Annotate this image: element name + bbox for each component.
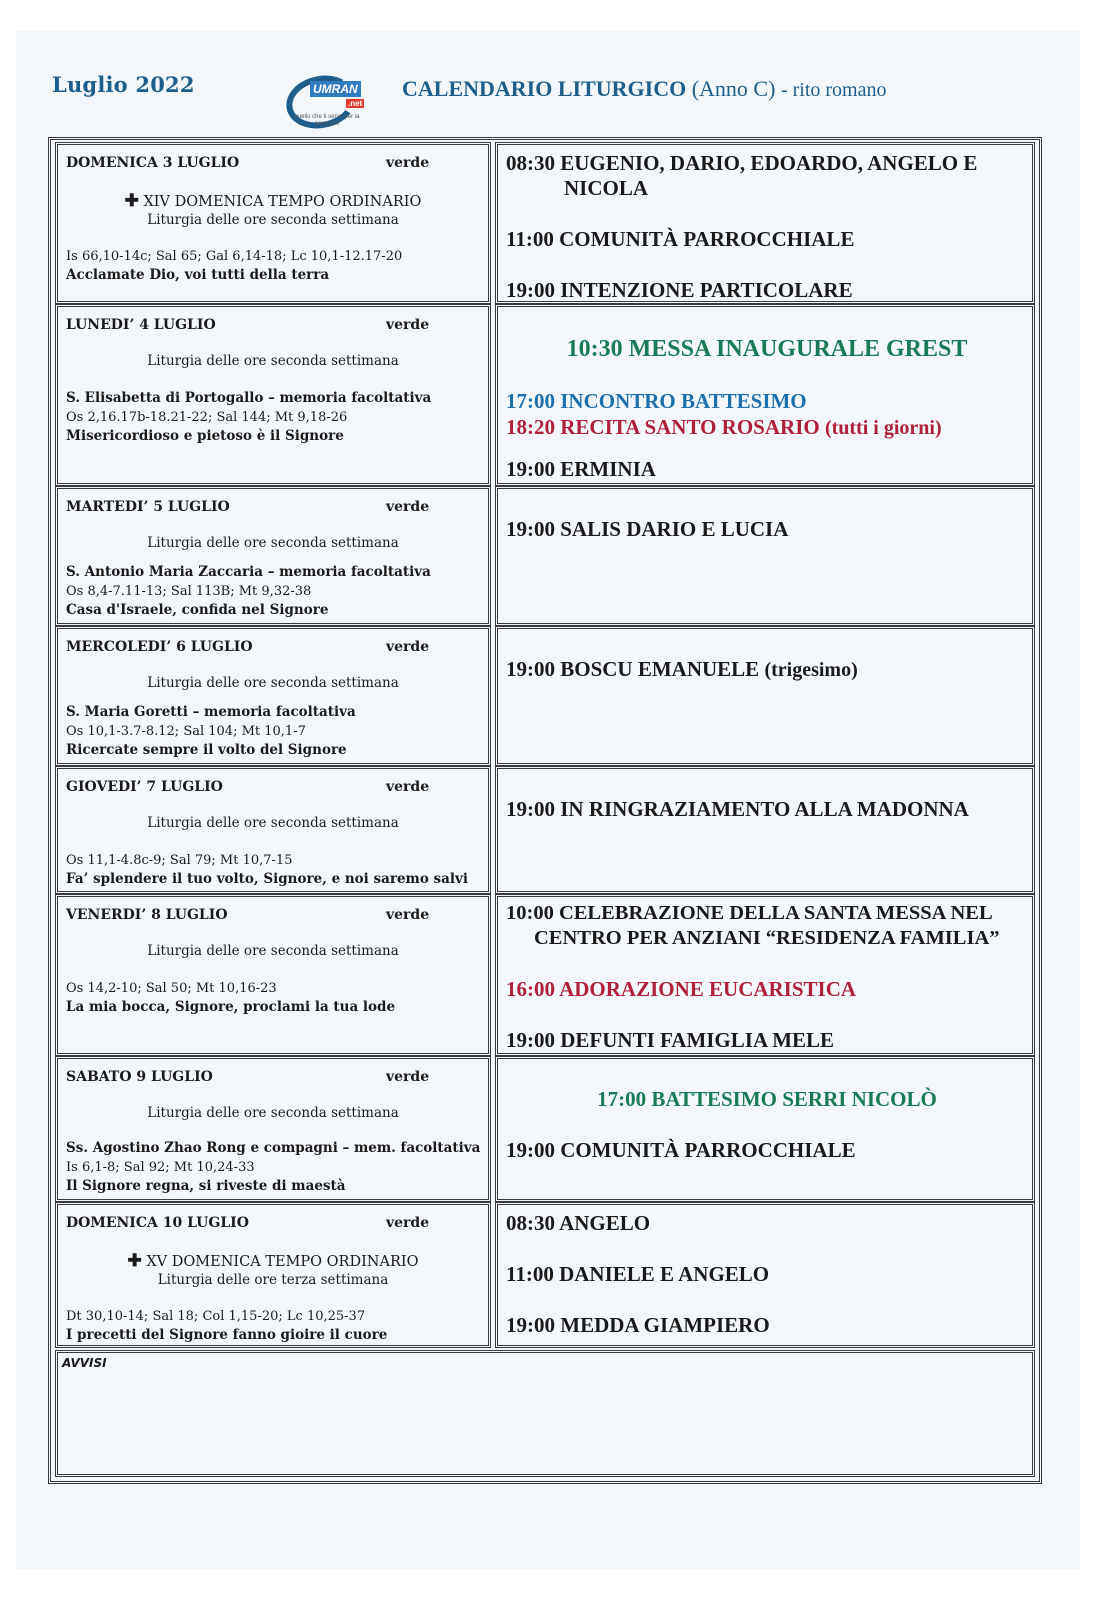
mass-intentions-cell xyxy=(495,486,1035,626)
feast-title xyxy=(58,1251,488,1271)
month-title: Luglio 2022 xyxy=(52,72,195,97)
logo-wordmark: UMRAN xyxy=(310,81,361,97)
memoria: S. Maria Goretti – memoria facoltativa xyxy=(66,704,356,720)
memoria: S. Elisabetta di Portogallo – memoria facoltativa xyxy=(66,390,432,406)
day-readings xyxy=(66,851,484,889)
day-name: MERCOLEDI’ 6 LUGLIO xyxy=(66,639,253,655)
mass-intention: 17:00 BATTESIMO SERRI NICOLÒ xyxy=(597,1087,937,1111)
day-name: SABATO 9 LUGLIO xyxy=(66,1069,213,1085)
qumran-logo xyxy=(280,68,395,130)
readings: Is 6,1-8; Sal 92; Mt 10,24-33 xyxy=(66,1160,255,1175)
mass-intention-text: 18:20 RECITA SANTO ROSARIO xyxy=(506,415,820,439)
liturgy-week: Liturgia delle ore seconda settimana xyxy=(147,943,399,959)
psalm-response: I precetti del Signore fanno gioire il cuore xyxy=(66,1327,388,1343)
psalm-response: Ricercate sempre il volto del Signore xyxy=(66,742,347,758)
day-readings xyxy=(66,1307,484,1345)
logo-tagline: quello che ti serve per la pastorale xyxy=(294,114,360,127)
day-readings xyxy=(66,703,484,760)
day-name: VENERDI’ 8 LUGLIO xyxy=(66,907,228,923)
feast-title xyxy=(58,191,488,211)
calendar-title-main: CALENDARIO LITURGICO xyxy=(402,76,687,101)
day-readings xyxy=(66,979,484,1017)
day-readings xyxy=(66,563,484,620)
readings: Os 14,2-10; Sal 50; Mt 10,16-23 xyxy=(66,981,277,996)
day-row xyxy=(55,486,1035,626)
mass-intention xyxy=(506,415,1028,441)
mass-intention: 16:00 ADORAZIONE EUCARISTICA xyxy=(506,977,857,1001)
day-info-cell xyxy=(55,304,491,486)
day-readings xyxy=(66,247,484,285)
liturgy-week: Liturgia delle ore seconda settimana xyxy=(147,535,399,551)
liturgy-week: Liturgia delle ore seconda settimana xyxy=(147,815,399,831)
liturgy-week: Liturgia delle ore seconda settimana xyxy=(147,675,399,691)
day-name: MARTEDI’ 5 LUGLIO xyxy=(66,499,230,515)
psalm-response: Il Signore regna, si riveste di maestà xyxy=(66,1178,346,1194)
day-row xyxy=(55,1202,1035,1348)
mass-intention-note: (tutti i giorni) xyxy=(824,417,942,439)
liturgical-color: verde xyxy=(386,907,430,923)
mass-intention: 08:30 EUGENIO, DARIO, EDOARDO, ANGELO E NICOLA xyxy=(506,151,978,200)
mass-intention xyxy=(506,657,1028,683)
liturgical-color: verde xyxy=(386,1215,430,1231)
logo-suffix: .net xyxy=(348,99,363,108)
liturgy-week: Liturgia delle ore terza settimana xyxy=(157,1272,389,1288)
day-name: LUNEDI’ 4 LUGLIO xyxy=(66,317,216,333)
notices-label: AVVISI xyxy=(62,1356,107,1370)
calendar-title-year: (Anno C) xyxy=(691,76,776,101)
day-row xyxy=(55,894,1035,1056)
liturgical-color: verde xyxy=(386,155,430,171)
liturgy-week: Liturgia delle ore seconda settimana xyxy=(147,353,399,369)
liturgy-week: Liturgia delle ore seconda settimana xyxy=(147,1105,399,1121)
day-name: GIOVEDI’ 7 LUGLIO xyxy=(66,779,223,795)
mass-intention: 19:00 MEDDA GIAMPIERO xyxy=(506,1313,770,1337)
mass-intention: 11:00 COMUNITÀ PARROCCHIALE xyxy=(506,227,855,251)
day-readings xyxy=(66,389,484,446)
psalm-response: Casa d'Israele, confida nel Signore xyxy=(66,602,329,618)
mass-intentions-cell xyxy=(495,304,1035,486)
mass-intention: 17:00 INCONTRO BATTESIMO xyxy=(506,389,807,413)
feast-text: XV DOMENICA TEMPO ORDINARIO xyxy=(146,1254,419,1270)
readings: Os 8,4-7.11-13; Sal 113B; Mt 9,32-38 xyxy=(66,584,312,599)
mass-intentions-cell xyxy=(495,626,1035,766)
mass-intention: 19:00 DEFUNTI FAMIGLIA MELE xyxy=(506,1028,835,1052)
calendar-title xyxy=(402,76,886,102)
mass-intentions-cell xyxy=(495,894,1035,1056)
day-row xyxy=(55,766,1035,894)
mass-intentions-cell xyxy=(495,766,1035,894)
mass-intention: 10:30 MESSA INAUGURALE GREST xyxy=(566,336,968,362)
memoria: Ss. Agostino Zhao Rong e compagni – mem. facoltativa xyxy=(66,1140,481,1156)
liturgical-color: verde xyxy=(386,317,430,333)
liturgical-color: verde xyxy=(386,779,430,795)
mass-intention-note: (trigesimo) xyxy=(764,659,858,681)
mass-intention: 10:00 CELEBRAZIONE DELLA SANTA MESSA NEL CENTRO PER ANZIANI “RESIDENZA FAMILIA” xyxy=(506,902,1000,949)
psalm-response: Fa’ splendere il tuo volto, Signore, e noi saremo salvi xyxy=(66,871,468,887)
day-info-cell xyxy=(55,1202,491,1348)
calendar-title-rite: - rito romano xyxy=(780,79,887,101)
calendar-table xyxy=(48,137,1042,1484)
psalm-response: La mia bocca, Signore, proclami la tua lode xyxy=(66,999,396,1015)
day-readings xyxy=(66,1139,484,1196)
mass-intention: 19:00 SALIS DARIO E LUCIA xyxy=(506,517,789,541)
liturgical-color: verde xyxy=(386,639,430,655)
mass-intention: 11:00 DANIELE E ANGELO xyxy=(506,1262,770,1286)
mass-intentions-cell xyxy=(495,1056,1035,1202)
mass-intentions-cell xyxy=(495,142,1035,304)
mass-intentions-cell xyxy=(495,1202,1035,1348)
liturgy-week: Liturgia delle ore seconda settimana xyxy=(147,212,399,228)
mass-intention: 19:00 COMUNITÀ PARROCCHIALE xyxy=(506,1138,856,1162)
mass-intention: 19:00 INTENZIONE PARTICOLARE xyxy=(506,278,853,302)
mass-intention: 08:30 ANGELO xyxy=(506,1211,651,1235)
day-row xyxy=(55,142,1035,304)
cross-icon: ✚ xyxy=(127,1251,142,1271)
readings: Os 2,16.17b-18.21-22; Sal 144; Mt 9,18-26 xyxy=(66,410,348,425)
notices-box xyxy=(55,1350,1035,1477)
psalm-response: Misericordioso e pietoso è il Signore xyxy=(66,428,344,444)
day-name: DOMENICA 3 LUGLIO xyxy=(66,155,240,171)
readings: Is 66,10-14c; Sal 65; Gal 6,14-18; Lc 10,1-12.17-20 xyxy=(66,249,403,264)
day-row xyxy=(55,626,1035,766)
day-name: DOMENICA 10 LUGLIO xyxy=(66,1215,249,1231)
day-info-cell xyxy=(55,626,491,766)
liturgical-color: verde xyxy=(386,1069,430,1085)
readings: Os 10,1-3.7-8.12; Sal 104; Mt 10,1-7 xyxy=(66,724,306,739)
day-row xyxy=(55,1056,1035,1202)
memoria: S. Antonio Maria Zaccaria – memoria facoltativa xyxy=(66,564,431,580)
psalm-response: Acclamate Dio, voi tutti della terra xyxy=(66,267,330,283)
liturgical-color: verde xyxy=(386,499,430,515)
day-info-cell xyxy=(55,1056,491,1202)
day-row xyxy=(55,304,1035,486)
day-info-cell xyxy=(55,766,491,894)
day-info-cell xyxy=(55,142,491,304)
readings: Dt 30,10-14; Sal 18; Col 1,15-20; Lc 10,25-37 xyxy=(66,1309,366,1324)
cross-icon: ✚ xyxy=(124,191,139,211)
day-info-cell xyxy=(55,486,491,626)
readings: Os 11,1-4.8c-9; Sal 79; Mt 10,7-15 xyxy=(66,853,293,868)
mass-intention: 19:00 ERMINIA xyxy=(506,457,656,481)
mass-intention-text: 19:00 BOSCU EMANUELE xyxy=(506,657,760,681)
day-info-cell xyxy=(55,894,491,1056)
mass-intention: 19:00 IN RINGRAZIAMENTO ALLA MADONNA xyxy=(506,797,969,821)
feast-text: XIV DOMENICA TEMPO ORDINARIO xyxy=(143,194,422,210)
